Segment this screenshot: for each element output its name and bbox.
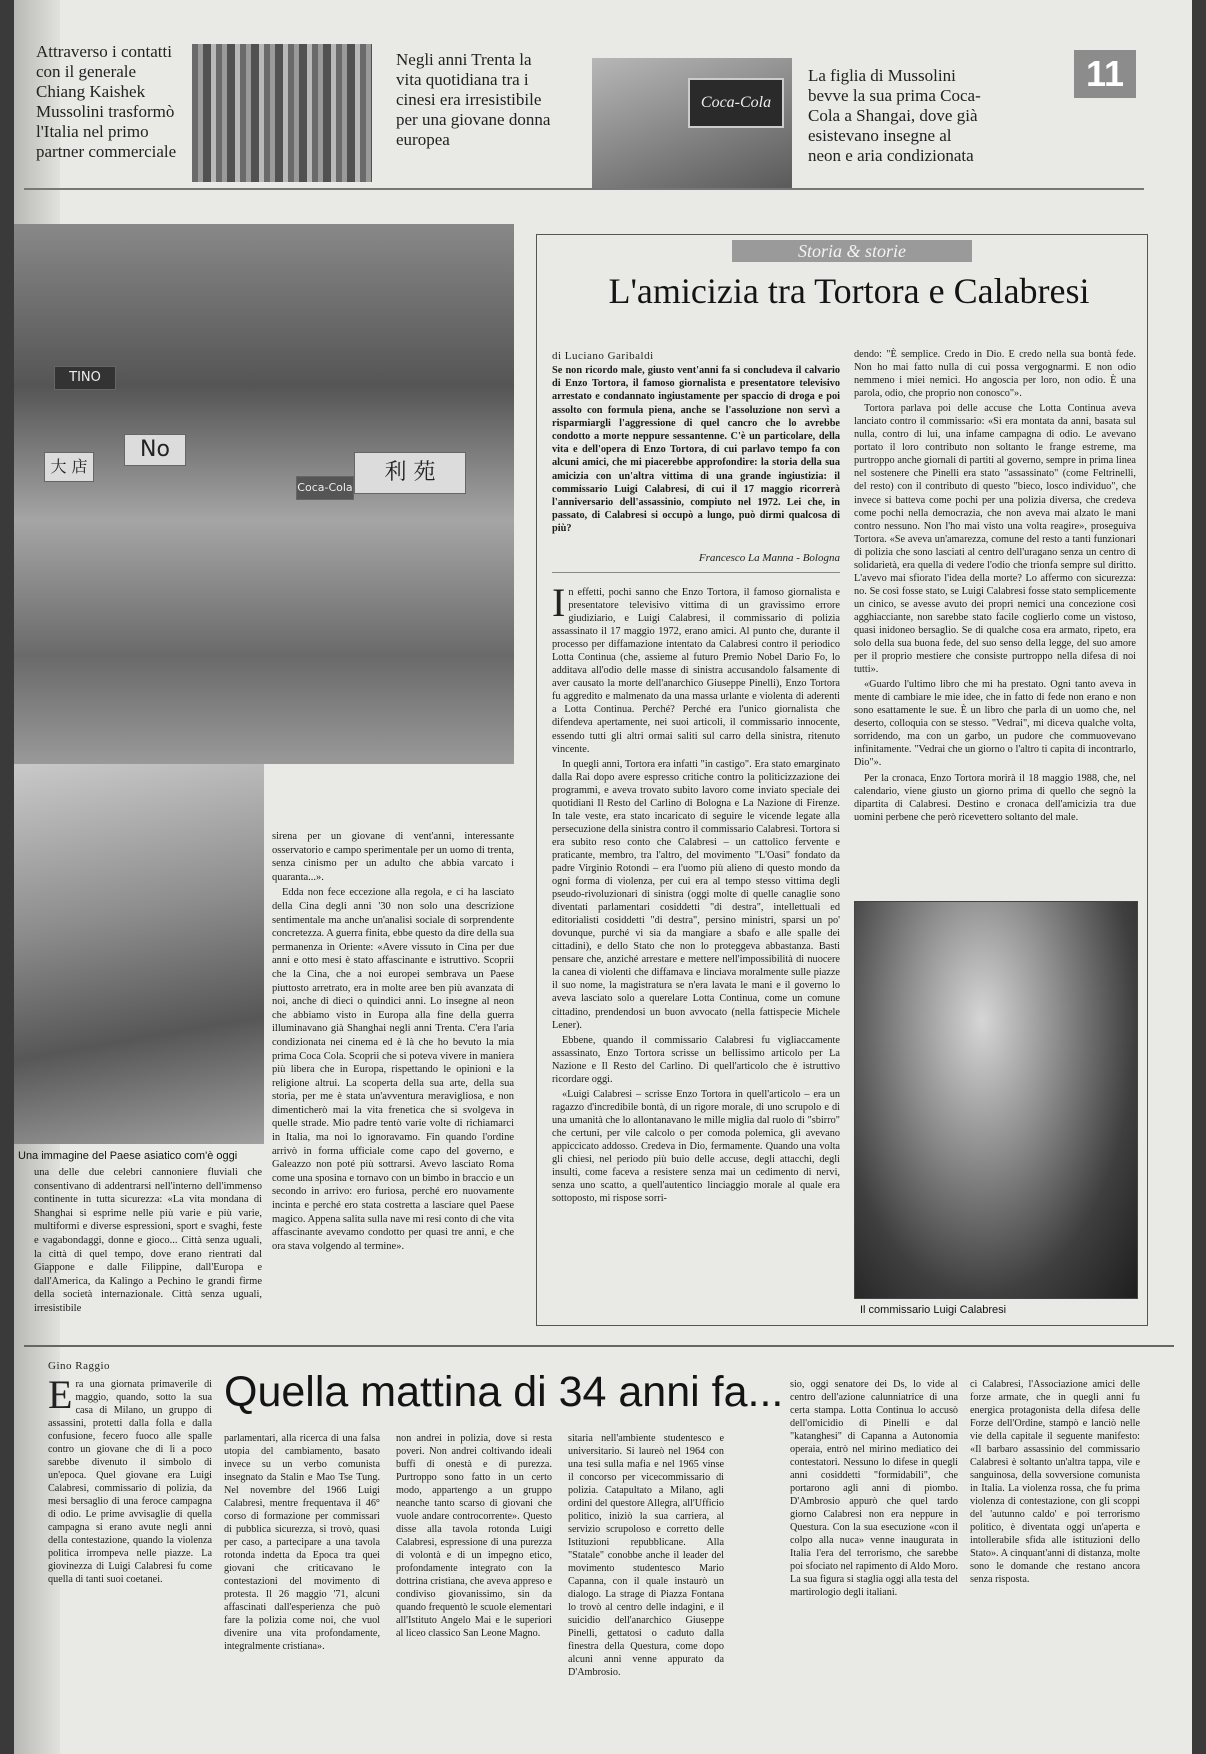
bottom-col-5: sio, oggi senatore dei Ds, lo vide al centro dell'azione calunniatrice di una certa stampa. Lotta Continua lo accusò dell'omicidio di Pinelli e dal "katanghesi" di Capanna a Autonomia operaia, entrò nel mirino mediatico dei contestatori. Nessuno lo difese in quegli anni cosiddetti "formidabili", che portarono agli anni di piombo. D'Ambrosio appurò che quel tardo giorno Calabresi non era neppure in Questura. Con la sua esecuzione «con il colpo alla nuca» venne inaugurata in Italia l'era del terrorismo, che sarebbe poi sfociato nel rapimento di Aldo Moro. La sua figura si staglia oggi alla testa del martirologio degli italiani.: [790, 1379, 958, 1598]
bottom-col-1: [48, 1378, 212, 1738]
newspaper-page: [14, 0, 1192, 1754]
chinese-shop-sign: 利 苑: [354, 452, 466, 494]
paragraph: Edda non fece eccezione alla regola, e ci ha lasciato della Cina degli anni '30 non solo una descrizione sentimentale ma anche un'analisi sociale di sorprendente concretezza. A guerra finita, ebbe questo da dire della sua permanenza in Oriente: «Avere vissuto in Cina per due anni e otto mesi è stato affascinante e istruttivo. Scoprii che la Cina, che a noi europei sembrava un Paese piuttosto arretrato, era in molte aree ben più avanzata di noi, anche di dieci o quindici anni. Lo insegne al neon che abbiamo visto in Europa alla fine della guerra illuminavano già Shanghai negli anni Trenta. C'era l'aria condizionata nei cinema ed è là che ho bevuto la mia prima Coca Cola. Scoprii che si poteva vivere in maniera più libera che in Europa, rispettando le opinioni e la religione altrui. La scoperta della sua arte, della sua storia, per me è stata un'avventura meravigliosa, e non dimenticherò mai la vita frenetica che si svolgeva in quelle strade. Mio padre tentò varie volte di richiamarci in Italia, ma noi lo ignoravamo. Fin quando l'ordine arrivò in forma ufficiale come capo del governo, e Galeazzo non poté più sottrarsi. Avevo lasciato Roma come una sposina e tornavo con un bimbo in braccio e un secondo in arrivo: ero furiosa, perché ero nuovamente incinta e perché ero stata costretta a lasciare quel Paese magico. Appena salita sulla nave mi resi conto di che vita affascinante avevamo condotto per quasi tre anni, e che ora stava volgendo al termine».: [272, 887, 514, 1252]
teaser-2: Negli anni Trenta la vita quotidiana tra i cinesi era irresistibile per una giovane donna europea: [396, 50, 551, 149]
paragraph: [48, 1378, 212, 1586]
left-article-col1: una delle due celebri cannoniere fluviali che consentivano di addentrarsi nell'interno dell'immenso continente in tutta sicurezza: «La vita mondana di Shanghai si esprime nelle più varie e più varie, multiformi e diverse espressioni, sport e svaghi, feste e vagabondaggi, donne e gioco... Città senza uguali, la città di quel tempo, dove erano rientrati dal Giappone e dalle Filippine, dall'Europa e dall'America, da Kalingo a Pechino le grandi firme della società internazionale. Città senza uguali, irresistibile: [34, 1167, 262, 1314]
feature-byline: di Luciano Garibaldi: [552, 350, 654, 362]
paragraph: [552, 580, 840, 756]
drop-cap: I: [552, 580, 566, 625]
paragraph: dendo: "È semplice. Credo in Dio. E credo nella sua bontà fede. Non ho mai fatto nulla di cui possa vergognarmi. E non odio nemmeno i miei nemici. Ho angoscia per loro, non odio. È una parola, odio, che proprio non conosco"».: [854, 349, 1136, 400]
section-divider: [24, 1345, 1174, 1347]
paragraph: «Luigi Calabresi – scrisse Enzo Tortora in quell'articolo – era un ragazzo d'incredibile bontà, di un rigore morale, di uno scrupolo e di una umanità che lo allontanavano le mille miglia dal ruolo di "sbirro" che certuni, per vile calcolo o per comoda polemica, gli avevano appiccicato addosso. Credeva in Dio, fermamente. Quando una volta gli chiesi, nel periodo più buio delle accuse, degli attacchi, degli insulti, come faceva a resistere senza mai un cedimento di nervi, senza uno scatto, a quell'autentico linciaggio morale al quale era sottoposto, mi rispose sorri-: [552, 1088, 840, 1205]
bottom-col-4: sitaria nell'ambiente studentesco e universitario. Si laureò nel 1964 con una tesi sulla mafia e nel 1965 vinse il concorso per vicecommissario di polizia. Catapultato a Milano, agli ordini del questore Allegra, all'Ufficio politico, iniziò la sua carriera, al servizio scrupoloso e corretto delle Istituzioni repubblicane. Alla "Statale" conobbe anche il leader del movimento studentesco Mario Capanna, con il quale instaurò un dialogo. La strage di Piazza Fontana lo trovò al centro delle indagini, e il suicidio dell'anarchico Giuseppe Pinelli, gettatosi o caduto dalla finestra della Questura, come dopo alcuni anni venne appurato da D'Ambrosio.: [568, 1433, 724, 1678]
feature-headline: L'amicizia tra Tortora e Calabresi: [608, 271, 1090, 311]
paragraph: In quegli anni, Tortora era infatti "in castigo". Era stato emarginato dalla Rai dopo avere espresso critiche contro la politicizzazione dei programmi, e aveva trovato subito lavoro come inviato speciale dei quotidiani Il Resto del Carlino di Bologna e La Nazione di Firenze. In tale veste, era stato incaricato di seguire le vicende legate alla persecuzione della sinistra contro il commissario Calabresi. Tortora si era subito reso conto che Calabresi – un cattolico fervente e praticante, membro, tra l'altro, del movimento "L'Oasi" fondato da padre Virginio Rotondi – era l'uomo più alieno di questo mondo da ogni forma di violenza, per cui era al tempo stesso vittima degli pseudo-rivoluzionari di sinistra (oggi molte di quelle canaglie sono diventati parlamentari cosiddetti "di destra", intellettuali ed editorialisti cosiddetti "di destra", persino ministri, sparsi un po' dovunque, purché vi sia da mangiare a sbafo e alle spalle dei cittadini), e dello Stato che non lo proteggeva abbastanza. Basti pensare che, anziché arrestare e mettere nell'impossibilità di nuocere la canea di violenti che diffamava e linciava moralmente sulle piazze il suo nome, la magistratura se n'era lavata le mani e il governo lo aveva lasciato solo a querelare Lotta Continua, come un comune cittadino, prendendosi un buon avvocato (nella fattispecie Michele Lener).: [552, 758, 840, 1031]
teaser-3: La figlia di Mussolini bevve la sua prima Coca-Cola a Shangai, dove già esistevano insegne al neon e aria condizionata: [808, 66, 981, 165]
letter-divider: [552, 572, 840, 573]
feature-rubric: Storia & storie: [732, 240, 972, 262]
coca-cola-street-sign: Coca-Cola: [296, 476, 354, 500]
street-photo: [14, 224, 514, 764]
coca-cola-sign: Coca-Cola: [688, 78, 784, 128]
left-article-col2: [272, 830, 514, 1255]
letter-signature: Francesco La Manna - Bologna: [698, 552, 840, 564]
paragraph: «Guardo l'ultimo libro che mi ha prestato. Ogni tanto aveva in mente di cambiare le mie idee, che in fatto di fede non erano e non sono esattamente le sue. È un libro che parla di un uomo che, nel deserto, colloquia con se stesso. "Vedrai", mi diceva qualche volta, sorridendo, ma con un garbo, un pudore che commuovevano infinitamente. "Vedrai che un giorno o l'altro ti capita di incontrarlo, Dio"».: [854, 679, 1136, 769]
portrait-caption: Il commissario Luigi Calabresi: [860, 1304, 1007, 1316]
bottom-byline: Gino Raggio: [48, 1360, 111, 1372]
shop-sign-tino: TINO: [54, 366, 116, 390]
paragraph: Ebbene, quando il commissario Calabresi fu vigliaccamente assassinato, Enzo Tortora scrisse un bellissimo articolo per La Nazione e Il Resto del Carlino. Di quell'articolo che è istruttivo ricordare oggi.: [552, 1034, 840, 1085]
bottom-col-3: non andrei in polizia, dove si resta poveri. Non andrei coltivando ideali buffi di onestà e di purezza. Purtroppo sono fatto in un certo modo, appartengo a un gruppo neanche tanto scarso di giovani che vuole andare controcorrente». Questo disse alla tavola rotonda Luigi Calabresi, espressione di una purezza di volontà e di un impegno etico, profondamente integrato con la dottrina cristiana, che aveva appreso e condiviso giovanissimo, sin da quando frequentò le scuole elementari all'Istituto Angelo Mai e le superiori al liceo classico San Leone Magno.: [396, 1433, 552, 1639]
page-number: 11: [1074, 50, 1136, 98]
paragraph: Tortora parlava poi delle accuse che Lotta Continua aveva lanciato contro il commissario: «Si era montata da anni, basata sul nulla, contro di lui, una infame campagna di odio. Le avevano portato il loro contributo non soltanto le frange estreme, ma purtroppo anche giornali di partiti al governo, sempre in prima linea nel sostenere che Pinelli era stato "assassinato" (come Feltrinelli, del resto) con il contributo di questo "bieco, losco individuo", che invece si batteva come pochi per una polizia diversa, che credeva come pochi nella democrazia, che non aveva mai alzato le mani contro nessuno. Non l'ho mai visto una volta reagire», proseguiva Tortora. «Se aveva un'amarezza, comune del resto a tanti funzionari di polizia che sono lasciati al centro dell'uragano senza un centro di solidarietà, era quella di vedere l'odio che trionfa sempre sul diritto. L'avevo mai sfiorato l'idea della morte? Lo affermo con sicurezza: no. Se così fosse stato, se Luigi Calabresi fosse stato semplicemente un cinico, se avesse avuto dei propri nemici una concezione così agghiacciante, non sarebbe stato facile coglierlo come un vistoso, quasi inidoneo bersaglio. Se di qualche cosa era armato, ripeto, era solo della sua buona fede, del suo senso della legge, del suo amore per il proprio mestiere che consiste purtroppo nella difesa di noi tutti».: [854, 403, 1136, 676]
paragraph: sirena per un giovane di vent'anni, interessante osservatorio e campo sperimentale per un uomo di trenta, senza cinismo per un adulto che abbia varcato i quaranta...».: [272, 831, 514, 883]
old-china-photo: [14, 764, 264, 1144]
girl-coke-photo: [592, 58, 792, 188]
old-photo-caption: Una immagine del Paese asiatico com'è oggi: [18, 1150, 238, 1162]
feature-col-b: [854, 348, 1136, 826]
reader-letter: Se non ricordo male, giusto vent'anni fa si concludeva il calvario di Enzo Tortora, il famoso giornalista e presentatore televisivo arrestato e condannato ingiustamente per spaccio di droga e poi assolto con formula piena, anche se l'assoluzione non servì a risparmiargli l'aggressione di quel cancro che lo avrebbe condotto a morte neppure sessantenne. C'è un particolare, della vita e dell'opera di Enzo Tortora, di cui parlavo tempo fa con alcuni amici, che mi piacerebbe approfondire: la storia della sua amicizia con un'altra vittima di una grande ingiustizia: il commissario Luigi Calabresi, di cui il 17 maggio ricorrerà l'anniversario dell'assassinio, compiuto nel 1972. Lei che, in passato, di Calabresi si occupò a lungo, può dirmi qualcosa di più?: [552, 365, 840, 535]
drop-cap: E: [48, 1378, 73, 1417]
shop-sign-store: 大 店: [44, 452, 94, 482]
paragraph-text: ra una giornata primaverile di maggio, quando, sotto la sua casa di Milano, un gruppo di assassini, protetti dalla folla e dalla confusione, fecero fuoco alle spalle contro un giovane che di lì a poco sarebbe divenuto il simbolo di un'epoca. Quel giovane era Luigi Calabresi, commissario di polizia, da mesi bersaglio di una feroce campagna di odio. Le prime avvisaglie di quella campagna si erano avute negli anni della contestazione, quando la violenza politica irrompeva nelle piazze. La giovinezza di Luigi Calabresi fu come quella di tanti suoi coetanei.: [48, 1379, 212, 1585]
bottom-col-6: ci Calabresi, l'Associazione amici delle forze armate, che in quegli anni fu energica protagonista della difesa delle Forze dell'Ordine, stampò e lanciò nelle vie della capitale il seguente manifesto: «Il barbaro assassinio del commissario Calabresi è soltanto un'altra tappa, vile e sanguinosa, della sovversione comunista in Italia. La violenza rossa, che fu prima violenza di contestazione, con gli scoppi del 'autunno caldo' e poi terrorismo politico, è diventata oggi un'aperta e intollerabile sfida alle istituzioni dello Stato». A cinquant'anni di distanza, molte sono le domande che restano ancora senza risposta.: [970, 1379, 1140, 1585]
paragraph: Per la cronaca, Enzo Tortora morirà il 18 maggio 1988, che, nel calendario, viene giusto un giorno prima di quello che segnò la dipartita di Calabresi. Destino e cronaca dell'amicizia tra due uomini perbene che però ricevettero soltanto del male.: [854, 772, 1136, 823]
teaser-1: Attraverso i contatti con il generale Chiang Kaishek Mussolini trasformò l'Italia nel primo partner commerciale: [36, 42, 177, 161]
feature-col-a: [552, 580, 840, 1207]
city-photo: [192, 44, 372, 182]
bottom-headline: Quella mattina di 34 anni fa...: [224, 1368, 784, 1416]
bottom-col-2: parlamentari, alla ricerca di una falsa utopia del cambiamento, basato invece su un verbo comunista insegnato da Stalin e Mao Tse Tung. Nel novembre del 1966 Luigi Calabresi, mentre frequentava il 46° corso di formazione per commissari di pubblica sicurezza, si trovò, quasi per caso, a partecipare a una tavola rotonda indetta da Epoca tra quei giovani che criticavano le contestazioni del movimento di protesta. Il 26 maggio '71, alcuni affascinati dall'esperienza che può fare la polizia come noi, che vuol divenire una vita profondamente, integralmente cristiana».: [224, 1433, 380, 1652]
paragraph-text: n effetti, pochi sanno che Enzo Tortora, il famoso giornalista e presentatore televisivo vittima di un gravissimo errore giudiziario, e Luigi Calabresi, il commissario di polizia assassinato il 17 maggio 1972, erano amici. Al punto che, durante il processo per diffamazione intentato da Calabresi contro il periodico Lotta Continua (che, assieme al futuro Premio Nobel Dario Fo, lo additava all'odio delle masse di sinistra accusandolo falsamente di aver causato la morte dell'anarchico Giuseppe Pinelli), Enzo Tortora fu aggredito e malmenato da una massa urlante e violenta di aderenti a Lotta Continua. Perché? Perché era l'unico giornalista che difendeva apertamente, nei suoi articoli, il commissario innocente, essendo tutti gli altri ormai saliti sul carro della sinistra, ritenuto vincente.: [552, 587, 840, 755]
shop-sign-no: No: [124, 434, 186, 466]
calabresi-portrait: [854, 901, 1138, 1299]
teaser-strip: [24, 28, 1144, 190]
